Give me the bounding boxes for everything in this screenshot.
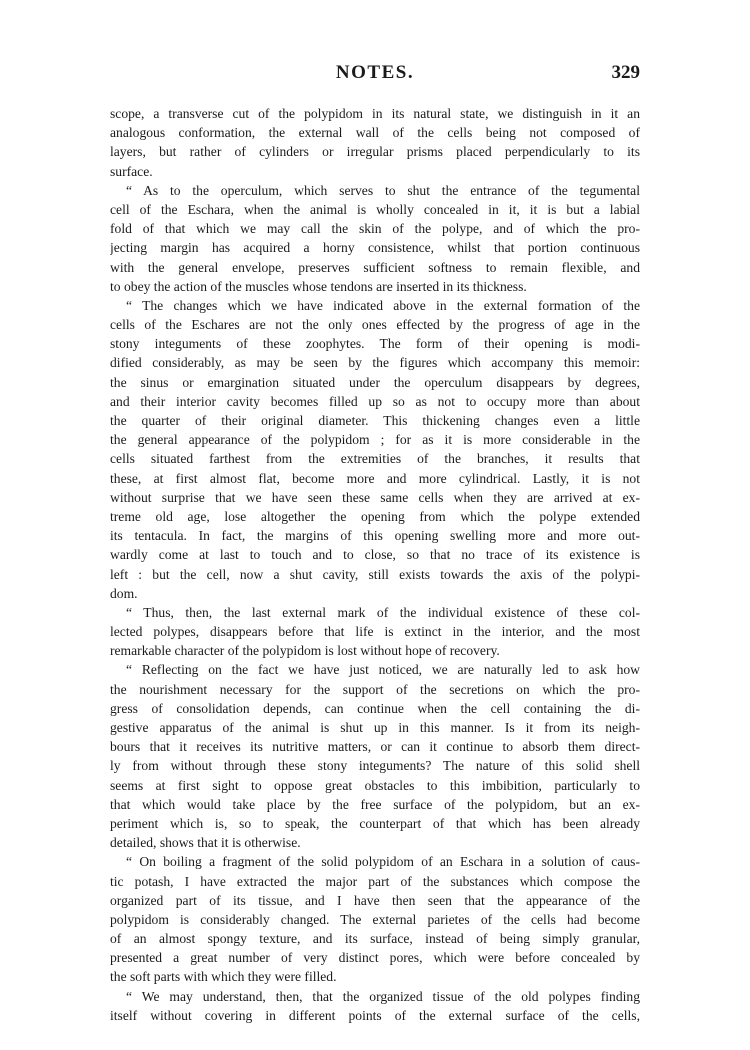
text-line: the soft parts with which they were filled. [110,969,337,985]
text-line: “ We may understand, then, that the organized tissue of the old polypes finding [126,988,640,1004]
text-line: left : but the cell, now a shut cavity, still exists towards the axis of the polypi- [110,566,640,582]
text-line: periment which is, so to speak, the counterpart of that which has been already [110,815,640,831]
text-line: “ As to the operculum, which serves to shut the entrance of the tegumental [126,182,640,198]
text-line: the general appearance of the polypidom ; for as it is more considerable in the [110,432,640,448]
text-line: organized part of its tissue, and I have then seen that the appearance of the [110,892,640,908]
text-line: dom. [110,585,138,601]
text-line: without surprise that we have seen these same cells when they are arrived at ex- [110,489,640,505]
text-line: layers, but rather of cylinders or irregular prisms placed perpendicularly to its [110,144,640,160]
text-line: these, at first almost flat, become more and more cylindrical. Lastly, it is not [110,470,640,486]
text-line: the sinus or emargination situated under the operculum disappears by degrees, [110,374,640,390]
text-line: detailed, shows that it is otherwise. [110,835,301,851]
text-line: dified considerably, as may be seen by the figures which accompany this memoir: [110,355,640,371]
text-line: gestive apparatus of the animal is shut up in this manner. Is it from its neigh- [110,720,640,735]
text-line: presented a great number of very distinct pores, which were before concealed by [110,950,640,966]
text-line: the quarter of their original diameter. This thickening changes even a little [110,413,640,428]
text-line: the nourishment necessary for the support of the secretions on which the pro- [110,681,640,697]
text-line: bours that it receives its nutritive matters, or can it continue to absorb them direct- [110,739,640,755]
text-line: with the general envelope, preserves sufficient softness to remain flexible, and [110,259,640,275]
running-title: NOTES. [335,62,415,83]
text-line: “ Reflecting on the fact we have just noticed, we are naturally led to ask how [126,662,640,678]
text-line: scope, a transverse cut of the polypidom in its natural state, we distinguish in it an [110,106,640,121]
text-line: analogous conformation, the external wall of the cells being not composed of [110,125,640,141]
text-line: its tentacula. In fact, the margins of this opening swelling more and more out- [110,528,640,544]
text-line: stony integuments of these zoophytes. The form of their opening is modi- [110,336,640,352]
text-line: treme old age, lose altogether the opening from which the polype extended [110,508,640,524]
text-line: tic potash, I have extracted the major part of the substances which compose the [110,873,640,889]
text-line: lected polypes, disappears before that life is extinct in the interior, and the most [110,624,640,640]
text-line: that which would take place by the free surface of the polypidom, but an ex- [110,796,640,812]
text-line: of an almost spongy texture, and its surface, instead of being simply granular, [110,931,640,947]
page-number: 329 [611,62,640,83]
text-line: fold of that which we may call the skin of the polype, and of which the pro- [110,221,640,237]
text-line: cells situated farthest from the extremities of the branches, it results that [110,451,640,467]
text-line: “ Thus, then, the last external mark of the individual existence of these col- [126,604,640,620]
text-line: wardly come at last to touch and to close, so that no trace of its existence is [110,547,640,563]
text-line: surface. [110,163,153,179]
text-line: and their interior cavity becomes filled up so as not to occupy more than about [110,393,640,409]
text-line: cells of the Eschares are not the only ones effected by the progress of age in the [110,317,640,333]
text-line: polypidom is considerably changed. The external parietes of the cells had become [110,911,640,927]
page-header [110,62,640,92]
text-line: seems at first sight to oppose great obstacles to this imbibition, particularly to [110,777,640,793]
body-text [110,104,640,1025]
text-line: to obey the action of the muscles whose tendons are inserted in its thickness. [110,278,527,294]
text-line: “ The changes which we have indicated above in the external formation of the [126,297,640,313]
text-line: gress of consolidation depends, can continue when the cell containing the di- [110,700,640,716]
text-line: ly from without through these stony integuments? The nature of this solid shell [110,758,640,774]
text-line: cell of the Eschara, when the animal is wholly concealed in it, it is but a labial [110,201,640,217]
text-line: itself without covering in different points of the external surface of the cells, [110,1007,640,1023]
text-line: remarkable character of the polypidom is lost without hope of recovery. [110,643,500,659]
text-line: “ On boiling a fragment of the solid polypidom of an Eschara in a solution of caus- [126,854,640,870]
text-line: jecting margin has acquired a horny consistence, whilst that portion continuous [110,240,640,256]
